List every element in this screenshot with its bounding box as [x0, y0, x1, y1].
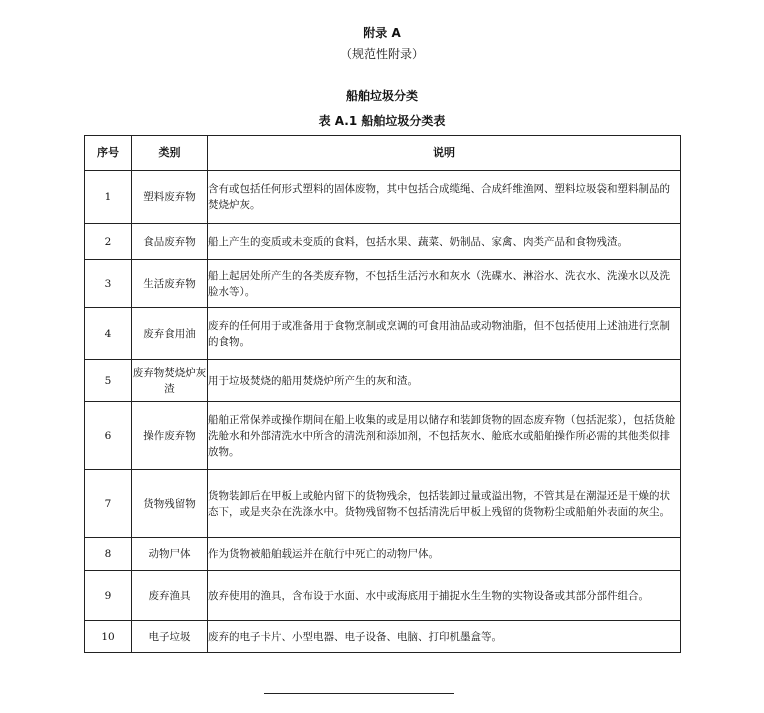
- table-row: [85, 470, 681, 538]
- table-row: [85, 260, 681, 308]
- table-row: [85, 538, 681, 571]
- row-category: 操作废弃物: [132, 402, 208, 470]
- row-number: 4: [85, 308, 132, 360]
- table-row: [85, 402, 681, 470]
- row-category: 塑料废弃物: [132, 171, 208, 224]
- row-description: 用于垃圾焚烧的船用焚烧炉所产生的灰和渣。: [208, 360, 681, 402]
- row-description: 废弃的电子卡片、小型电器、电子设备、电脑、打印机墨盒等。: [208, 621, 681, 653]
- classification-table: [84, 135, 681, 653]
- row-category: 废弃食用油: [132, 308, 208, 360]
- appendix-subtitle: （规范性附录）: [339, 47, 424, 61]
- row-description: 废弃的任何用于或准备用于食物烹制或烹调的可食用油品或动物油脂，但不包括使用上述油进行烹制的食物。: [208, 308, 681, 360]
- appendix-title: 附录 A: [363, 26, 401, 40]
- row-description: 货物装卸后在甲板上或舱内留下的货物残余，包括装卸过量或溢出物，不管其是在潮湿还是干燥的状态下，或是夹杂在洗涤水中。货物残留物不包括清洗后甲板上残留的货物粉尘或船舶外表面的灰尘。: [208, 470, 681, 538]
- table-header-row: [85, 136, 681, 171]
- row-category: 废弃渔具: [132, 571, 208, 621]
- row-description: 船上产生的变质或未变质的食料，包括水果、蔬菜、奶制品、家禽、肉类产品和食物残渣。: [208, 224, 681, 260]
- row-description: 含有或包括任何形式塑料的固体废物，其中包括合成缆绳、合成纤维渔网、塑料垃圾袋和塑料制品的焚烧炉灰。: [208, 171, 681, 224]
- table-row: [85, 224, 681, 260]
- header-no: 序号: [85, 136, 132, 171]
- row-category: 废弃物焚烧炉灰渣: [132, 360, 208, 402]
- row-category: 动物尸体: [132, 538, 208, 571]
- table-row: [85, 308, 681, 360]
- header-description: 说明: [208, 136, 681, 171]
- section-title: 船舶垃圾分类: [345, 89, 418, 103]
- row-category: 电子垃圾: [132, 621, 208, 653]
- row-description: 放弃使用的渔具，含布设于水面、水中或海底用于捕捉水生生物的实物设备或其部分部件组合。: [208, 571, 681, 621]
- header-category: 类别: [132, 136, 208, 171]
- row-number: 7: [85, 470, 132, 538]
- footer-divider: [264, 693, 454, 694]
- table-row: [85, 360, 681, 402]
- row-number: 8: [85, 538, 132, 571]
- table-row: [85, 621, 681, 653]
- row-number: 2: [85, 224, 132, 260]
- row-number: 6: [85, 402, 132, 470]
- row-description: 船上起居处所产生的各类废弃物，不包括生活污水和灰水（洗碟水、淋浴水、洗衣水、洗澡水以及洗脸水等）。: [208, 260, 681, 308]
- row-category: 货物残留物: [132, 470, 208, 538]
- row-number: 9: [85, 571, 132, 621]
- table-title: 表 A.1 船舶垃圾分类表: [318, 114, 446, 128]
- row-number: 5: [85, 360, 132, 402]
- table-row: [85, 171, 681, 224]
- row-number: 3: [85, 260, 132, 308]
- row-category: 食品废弃物: [132, 224, 208, 260]
- row-description: 船舶正常保养或操作期间在船上收集的或是用以储存和装卸货物的固态废弃物（包括泥浆），包括货舱洗舱水和外部清洗水中所含的清洗剂和添加剂，不包括灰水、舱底水或船舶操作所必需的其他类似排放物。: [208, 402, 681, 470]
- row-number: 10: [85, 621, 132, 653]
- row-number: 1: [85, 171, 132, 224]
- table-row: [85, 571, 681, 621]
- row-description: 作为货物被船舶载运并在航行中死亡的动物尸体。: [208, 538, 681, 571]
- row-category: 生活废弃物: [132, 260, 208, 308]
